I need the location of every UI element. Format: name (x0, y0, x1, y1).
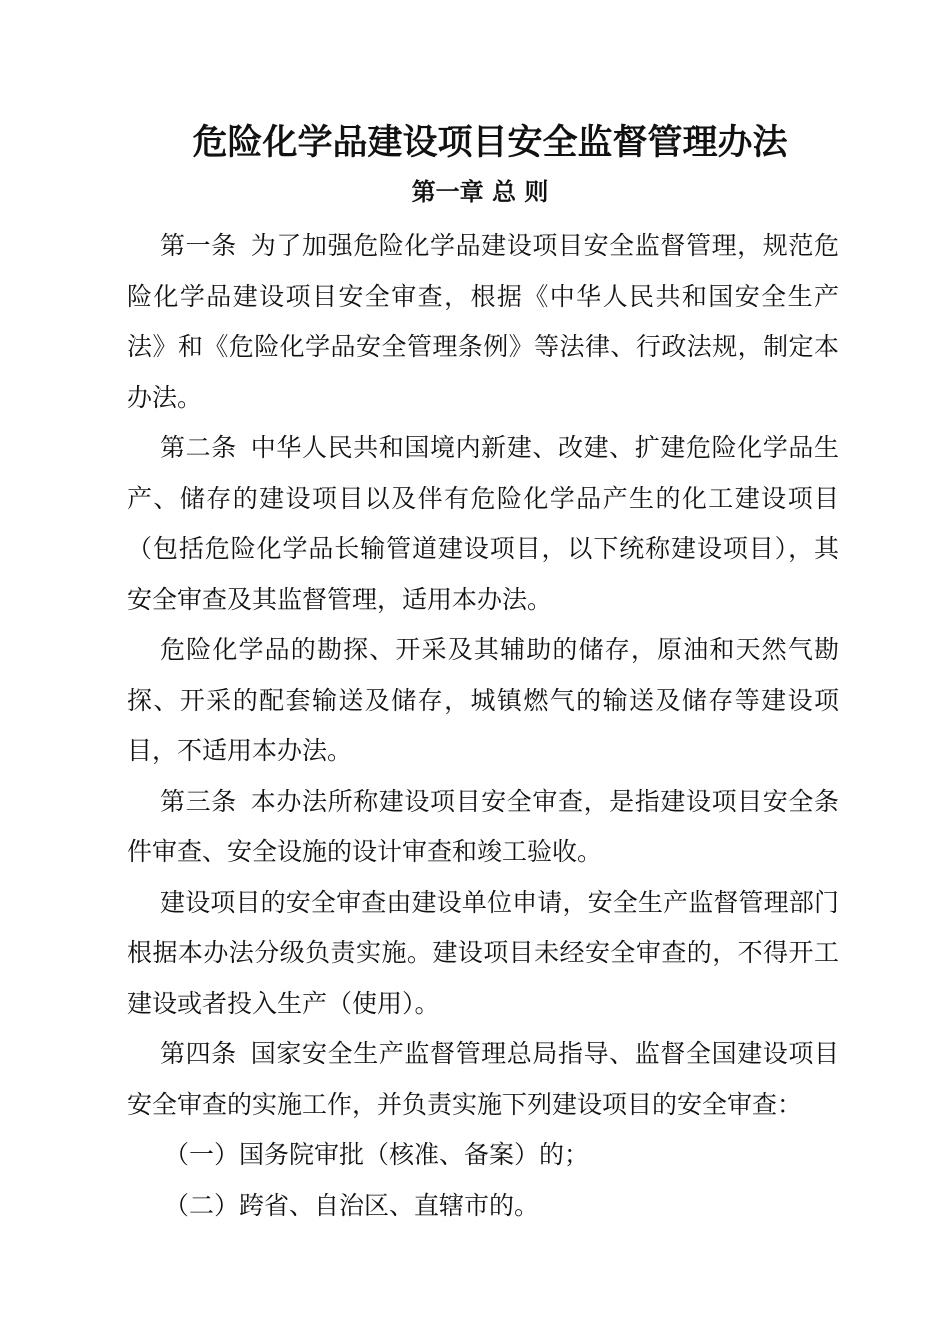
paragraph-article-3 (127, 777, 839, 878)
paragraph-text: 国家安全生产监督管理总局指导、监督全国建设项目安全审查的实施工作，并负责实施下列建设项目的安全审查： (127, 1039, 839, 1119)
document-title: 危险化学品建设项目安全监督管理办法 (192, 122, 788, 163)
paragraph-text: 建设项目的安全审查由建设单位申请，安全生产监督管理部门根据本办法分级负责实施。建设项目未经安全审查的，不得开工建设或者投入生产（使用）。 (127, 887, 839, 1018)
article-number: 第二条 (160, 433, 237, 462)
paragraph-article-1 (127, 221, 839, 423)
paragraph-text: 中华人民共和国境内新建、改建、扩建危险化学品生产、储存的建设项目以及伴有危险化学品产生的化工建设项目（包括危险化学品长输管道建设项目，以下统称建设项目），其安全审查及其监督管理，适用本办法。 (127, 433, 839, 614)
article-number: 第一条 (160, 231, 237, 260)
paragraph-article-2-exclusion (127, 625, 839, 777)
paragraph-text: 危险化学品的勘探、开采及其辅助的储存，原油和天然气勘探、开采的配套输送及储存，城镇燃气的输送及储存等建设项目，不适用本办法。 (127, 635, 839, 765)
list-item: （一）国务院审批（核准、备案）的； (164, 1140, 590, 1169)
paragraph-text: 本办法所称建设项目安全审查，是指建设项目安全条件审查、安全设施的设计审查和竣工验收。 (127, 786, 839, 866)
chapter-heading: 第一章 总 则 (411, 177, 549, 206)
document-body (127, 221, 839, 1231)
article-number: 第四条 (160, 1039, 237, 1068)
list-item: （二）跨省、自治区、直辖市的。 (164, 1190, 540, 1220)
paragraph-text: 为了加强危险化学品建设项目安全监督管理，规范危险化学品建设项目安全审查，根据《中华人民共和国安全生产法》和《危险化学品安全管理条例》等法律、行政法规，制定本办法。 (127, 231, 839, 412)
paragraph-article-4 (127, 1029, 839, 1130)
paragraph-article-2 (127, 423, 839, 625)
paragraph-article-3-application (127, 878, 839, 1030)
article-number: 第三条 (160, 786, 237, 816)
